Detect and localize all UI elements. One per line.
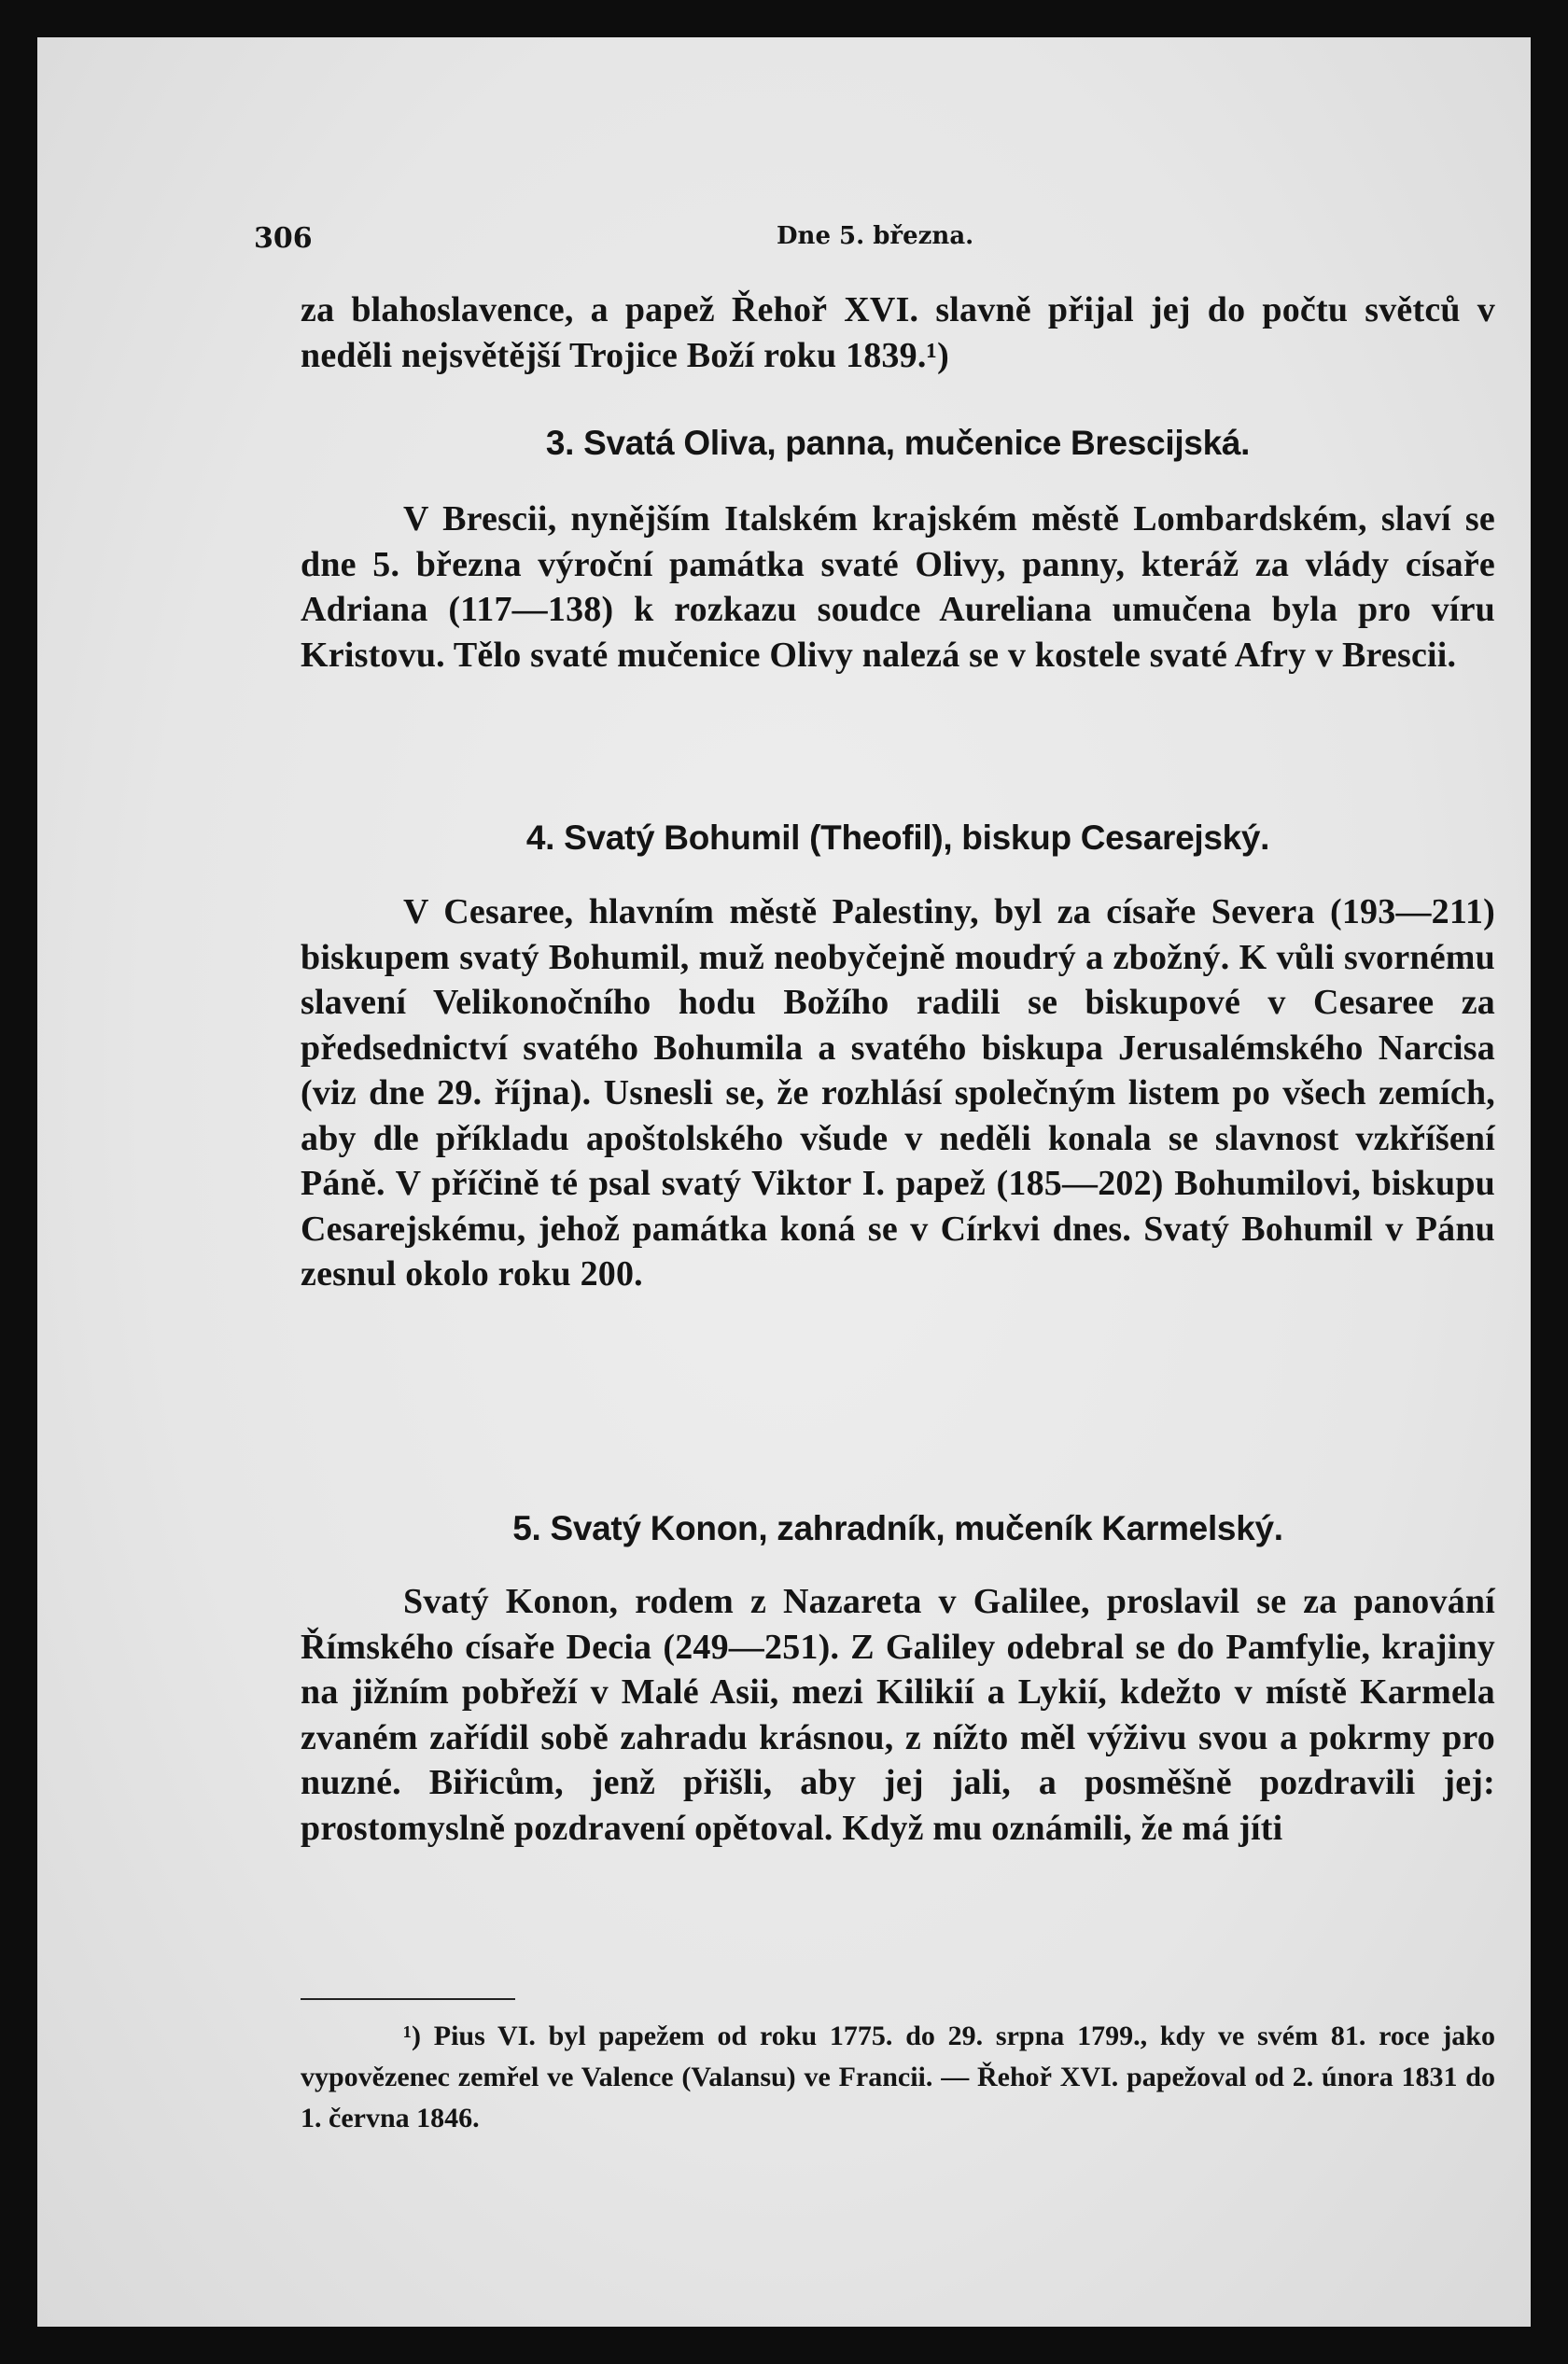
page-number: 306 [254,222,313,255]
footnote [301,2016,1495,2139]
section-4-paragraph [301,889,1495,1297]
section-5-text: Svatý Konon, rodem z Nazareta v Galilee, proslavil se za panování Římského císaře Decia (249—251). Z Galiley odebral se do Pamfylie, krajiny na jižním pobřeží v Malé Asii, mezi Kilikií a Lykií, kdežto v místě Karmela zvaném zařídil sobě zahradu krásnou, z nížto měl výživu svou a pokrmy pro nuzné. Biřicům, jenž přišli, aby jej jali, a posměšně pozdravili jej: prostomyslně pozdravení opětoval. Když mu oznámili, že má jíti [301,1582,1495,1848]
section-5-paragraph [301,1579,1495,1851]
running-head: Dne 5. března. [777,222,974,250]
section-3-paragraph [301,497,1495,678]
section-4-text: V Cesaree, hlavním městě Palestiny, byl za císaře Severa (193—211) biskupem svatý Bohumil, muž neobyčejně moudrý a zbožný. K vůli svornému slavení Velikonočního hodu Božího radili se biskupové v Cesaree za předsednictví svatého Bohumila a svatého biskupa Jerusalémského Narcisa (viz dne 29. října). Usnesli se, že rozhlásí společným listem po všech zemích, aby dle příkladu apoštolského všude v neděli konala se slavnost vzkříšení Páně. V příčině té psal svatý Viktor I. papež (185—202) Bohumilovi, biskupu Cesarejskému, jehož památka koná se v Církvi dnes. Svatý Bohumil v Pánu zesnul okolo roku 200. [301,892,1495,1294]
intro-paragraph [301,287,1495,378]
footnote-divider [301,1998,515,2000]
section-3-text: V Brescii, nynějším Italském krajském městě Lombardském, slaví se dne 5. března výroční památka svaté Olivy, panny, kteráž za vlády císaře Adriana (117—138) k rozkazu soudce Aureliana umučena byla pro víru Kristovu. Tělo svaté mučenice Olivy nalezá se v kostele svaté Afry v Brescii. [301,499,1495,675]
page-header [254,222,1495,259]
book-page [37,37,1531,2327]
intro-text: za blahoslavence, a papež Řehoř XVI. slavně přijal jej do počtu světců v neděli nejsvětější Trojice Boží roku 1839.¹) [301,290,1495,375]
section-5-heading: 5. Svatý Konon, zahradník, mučeník Karmelský. [512,1509,1283,1547]
section-4-heading: 4. Svatý Bohumil (Theofil), biskup Cesarejský. [525,818,1270,857]
footnote-text: ¹) Pius VI. byl papežem od roku 1775. do 29. srpna 1799., kdy ve svém 81. roce jako vypovězenec zemřel ve Valence (Valansu) ve Francii. — Řehoř XVI. papežoval od 2. února 1831 do 1. června 1846. [301,2021,1495,2133]
section-3-heading: 3. Svatá Oliva, panna, mučenice Brescijská. [545,424,1251,462]
